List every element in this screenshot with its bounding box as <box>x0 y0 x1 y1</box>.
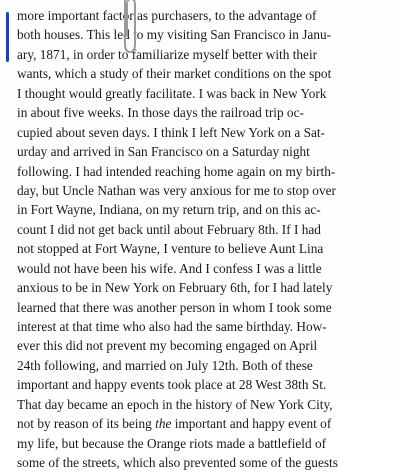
text-line: count I did not get back until about February 8th. If I had <box>17 221 321 237</box>
text-line: ever this did not prevent my becoming engaged on April <box>17 338 318 354</box>
text-line: anxious to be in New York on February 6th, for I had lately <box>17 280 333 296</box>
text-line: in about five weeks. In those days the railroad trip oc- <box>17 105 304 121</box>
text-line: more important factor as purchasers, to the advantage of <box>17 8 317 23</box>
document-body <box>17 6 389 473</box>
text-line: both houses. This led to my visiting San Francisco in Janu- <box>17 27 332 43</box>
text-line: urday and arrived in San Francisco on a Saturday night <box>17 144 310 160</box>
text-line: ary, 1871, in order to familiarize myself better with their <box>17 46 318 62</box>
margin-mark <box>6 12 9 62</box>
text-line <box>17 414 389 433</box>
text-line: following. I had intended reaching home again on my birth- <box>17 163 336 179</box>
italic-emphasis: the <box>155 416 172 432</box>
text-line: not stopped at Fort Wayne, I venture to believe Aunt Lina <box>17 241 324 257</box>
text-line: my life, but because the Orange riots made a battlefield of <box>17 435 327 451</box>
text-run: not by reason of its being <box>17 416 156 432</box>
text-line: cupied about seven days. I think I left New York on a Sat- <box>17 124 325 140</box>
text-line: wants, which a study of their market conditions on the spot <box>17 66 332 82</box>
text-line: 24th following, and married on July 12th. Both of these <box>17 357 313 373</box>
text-line: I thought would greatly facilitate. I was back in New York <box>17 85 327 101</box>
text-line: in Fort Wayne, Indiana, on my return trip, and on this ac- <box>17 202 321 218</box>
paper-clip-icon <box>120 0 138 56</box>
text-line: important and happy events took place at 28 West 38th St. <box>17 377 327 393</box>
text-run: important and happy event of <box>171 416 332 432</box>
text-line: would not have been his wife. And I confess I was a little <box>17 260 322 276</box>
text-line: learned that there was another person in whom I took some <box>17 299 332 315</box>
text-line: some of the streets, which also prevented some of the guests <box>17 455 338 471</box>
text-line: That day became an epoch in the history of New York City, <box>17 396 333 412</box>
text-line: interest at that time who also had the same birthday. How- <box>17 319 327 334</box>
text-line: day, but Uncle Nathan was very anxious for me to stop over <box>17 182 336 198</box>
